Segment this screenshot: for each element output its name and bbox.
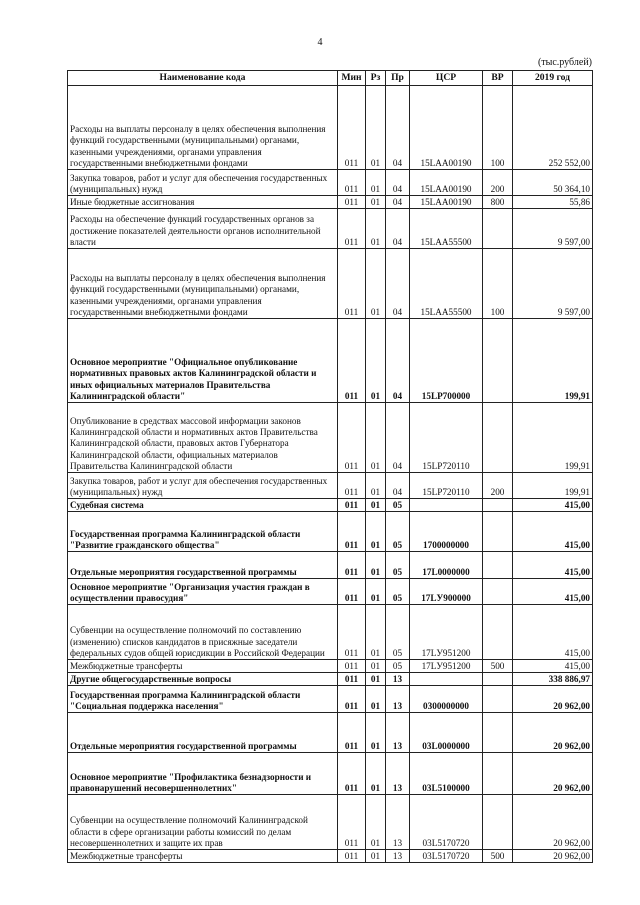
row-amount: 9 597,00 [513, 209, 593, 249]
row-vr: 200 [483, 473, 513, 499]
row-csr: 0300000000 [410, 686, 483, 713]
table-row [68, 170, 593, 196]
row-csr: 15LP700000 [410, 319, 483, 403]
row-vr: 100 [483, 86, 513, 170]
row-vr [483, 512, 513, 552]
row-name: Иные бюджетные ассигнования [68, 196, 338, 209]
table-row [68, 753, 593, 795]
row-amount: 20 962,00 [513, 713, 593, 753]
row-min: 011 [338, 753, 366, 795]
table-row [68, 473, 593, 499]
row-csr: 15LP720110 [410, 473, 483, 499]
row-min: 011 [338, 196, 366, 209]
row-amount: 415,00 [513, 512, 593, 552]
row-csr: 15LAA55500 [410, 249, 483, 319]
row-pr: 05 [386, 605, 410, 660]
row-amount: 415,00 [513, 605, 593, 660]
row-amount: 415,00 [513, 660, 593, 673]
row-min: 011 [338, 795, 366, 850]
row-csr [410, 499, 483, 512]
row-rz: 01 [366, 686, 386, 713]
row-csr: 15LP720110 [410, 403, 483, 473]
row-csr: 15LAA55500 [410, 209, 483, 249]
row-rz: 01 [366, 795, 386, 850]
row-min: 011 [338, 512, 366, 552]
row-min: 011 [338, 713, 366, 753]
table-row [68, 795, 593, 850]
row-csr [410, 673, 483, 686]
row-min: 011 [338, 673, 366, 686]
table-row [68, 249, 593, 319]
row-name: Основное мероприятие "Организация участия граждан в осуществлении правосудия" [68, 579, 338, 605]
row-vr: 500 [483, 660, 513, 673]
row-amount: 199,91 [513, 473, 593, 499]
row-amount: 415,00 [513, 499, 593, 512]
header-name: Наименование кода [68, 71, 338, 86]
row-rz: 01 [366, 319, 386, 403]
row-rz: 01 [366, 850, 386, 863]
row-amount: 338 886,97 [513, 673, 593, 686]
row-pr: 13 [386, 850, 410, 863]
row-rz: 01 [366, 552, 386, 579]
row-csr: 15LAA00190 [410, 196, 483, 209]
row-rz: 01 [366, 605, 386, 660]
row-vr [483, 605, 513, 660]
row-rz: 01 [366, 673, 386, 686]
row-vr [483, 713, 513, 753]
row-csr: 03L0000000 [410, 713, 483, 753]
table-row [68, 579, 593, 605]
row-amount: 9 597,00 [513, 249, 593, 319]
row-min: 011 [338, 403, 366, 473]
row-csr: 15LAA00190 [410, 170, 483, 196]
row-amount: 20 962,00 [513, 850, 593, 863]
row-vr: 100 [483, 249, 513, 319]
budget-table [67, 70, 593, 863]
row-min: 011 [338, 850, 366, 863]
row-vr [483, 319, 513, 403]
row-vr [483, 209, 513, 249]
table-row [68, 686, 593, 713]
row-pr: 04 [386, 170, 410, 196]
row-min: 011 [338, 319, 366, 403]
row-name: Отдельные мероприятия государственной программы [68, 552, 338, 579]
table-row [68, 713, 593, 753]
row-pr: 05 [386, 499, 410, 512]
row-pr: 04 [386, 196, 410, 209]
row-pr: 13 [386, 753, 410, 795]
units-label: (тыс.рублей) [537, 57, 592, 68]
row-pr: 05 [386, 552, 410, 579]
table-row [68, 499, 593, 512]
row-vr [483, 795, 513, 850]
row-csr: 1700000000 [410, 512, 483, 552]
row-rz: 01 [366, 579, 386, 605]
row-csr: 17LУ951200 [410, 660, 483, 673]
row-pr: 13 [386, 686, 410, 713]
table-row [68, 403, 593, 473]
row-csr: 03L5170720 [410, 795, 483, 850]
row-rz: 01 [366, 473, 386, 499]
row-pr: 13 [386, 673, 410, 686]
row-vr [483, 552, 513, 579]
row-amount: 252 552,00 [513, 86, 593, 170]
row-name: Отдельные мероприятия государственной программы [68, 713, 338, 753]
row-amount: 199,91 [513, 403, 593, 473]
table-row [68, 196, 593, 209]
row-pr: 05 [386, 660, 410, 673]
row-amount: 50 364,10 [513, 170, 593, 196]
row-csr: 17LУ951200 [410, 605, 483, 660]
row-min: 011 [338, 605, 366, 660]
row-name: Другие общегосударственные вопросы [68, 673, 338, 686]
row-name: Закупка товаров, работ и услуг для обеспечения государственных (муниципальных) нужд [68, 170, 338, 196]
row-min: 011 [338, 86, 366, 170]
page-number: 4 [317, 37, 323, 48]
table-row [68, 660, 593, 673]
row-vr [483, 673, 513, 686]
row-pr: 04 [386, 403, 410, 473]
row-name: Государственная программа Калининградской области "Развитие гражданского общества" [68, 512, 338, 552]
row-pr: 04 [386, 249, 410, 319]
row-vr [483, 499, 513, 512]
row-csr: 03L5100000 [410, 753, 483, 795]
table-header-row [68, 71, 593, 86]
row-rz: 01 [366, 403, 386, 473]
row-min: 011 [338, 209, 366, 249]
row-vr [483, 403, 513, 473]
row-min: 011 [338, 579, 366, 605]
table-row [68, 850, 593, 863]
row-min: 011 [338, 249, 366, 319]
row-amount: 415,00 [513, 579, 593, 605]
row-name: Закупка товаров, работ и услуг для обеспечения государственных (муниципальных) нужд [68, 473, 338, 499]
table-row [68, 512, 593, 552]
row-vr: 500 [483, 850, 513, 863]
header-amount: 2019 год [513, 71, 593, 86]
header-pr: Пр [386, 71, 410, 86]
row-pr: 04 [386, 209, 410, 249]
header-vr: ВР [483, 71, 513, 86]
header-csr: ЦСР [410, 71, 483, 86]
row-name: Основное мероприятие "Официальное опубликование нормативных правовых актов Калининградской области и иных официальных материалов Правительства Калининградской области" [68, 319, 338, 403]
row-rz: 01 [366, 713, 386, 753]
table-row [68, 673, 593, 686]
header-min: Мин [338, 71, 366, 86]
row-amount: 20 962,00 [513, 753, 593, 795]
row-min: 011 [338, 552, 366, 579]
row-amount: 199,91 [513, 319, 593, 403]
row-name: Основное мероприятие "Профилактика безнадзорности и правонарушений несовершеннолетних" [68, 753, 338, 795]
table-row [68, 209, 593, 249]
row-pr: 13 [386, 795, 410, 850]
row-vr: 200 [483, 170, 513, 196]
row-vr [483, 686, 513, 713]
row-name: Расходы на выплаты персоналу в целях обеспечения выполнения функций государственными (муниципальными) органами, казенными учреждениями, органами управления государственными внебюджетными фондами [68, 249, 338, 319]
row-name: Субвенции на осуществление полномочий по составлению (изменению) списков кандидатов в присяжные заседатели федеральных судов общей юрисдикции в Российской Федерации [68, 605, 338, 660]
row-vr: 800 [483, 196, 513, 209]
row-name: Расходы на обеспечение функций государственных органов за достижение показателей деятельности органов исполнительной власти [68, 209, 338, 249]
row-rz: 01 [366, 660, 386, 673]
row-min: 011 [338, 473, 366, 499]
row-name: Судебная система [68, 499, 338, 512]
header-rz: Рз [366, 71, 386, 86]
row-min: 011 [338, 499, 366, 512]
row-pr: 04 [386, 86, 410, 170]
row-name: Опубликование в средствах массовой информации законов Калининградской области и нормативных актов Правительства Калининградской области, правовых актов Губернатора Калининградской области, официальных материалов Правительства Калининградской области [68, 403, 338, 473]
row-pr: 04 [386, 319, 410, 403]
row-name: Субвенции на осуществление полномочий Калининградской области в сфере организации работы комиссий по делам несовершеннолетних и защите их прав [68, 795, 338, 850]
table-row [68, 552, 593, 579]
row-rz: 01 [366, 196, 386, 209]
row-min: 011 [338, 660, 366, 673]
table-row [68, 86, 593, 170]
row-pr: 13 [386, 713, 410, 753]
row-rz: 01 [366, 512, 386, 552]
row-name: Межбюджетные трансферты [68, 850, 338, 863]
row-name: Межбюджетные трансферты [68, 660, 338, 673]
row-amount: 55,86 [513, 196, 593, 209]
row-csr: 15LAA00190 [410, 86, 483, 170]
row-csr: 17LУ900000 [410, 579, 483, 605]
row-rz: 01 [366, 170, 386, 196]
row-vr [483, 579, 513, 605]
row-csr: 03L5170720 [410, 850, 483, 863]
row-amount: 20 962,00 [513, 795, 593, 850]
row-pr: 04 [386, 473, 410, 499]
row-pr: 05 [386, 512, 410, 552]
row-rz: 01 [366, 499, 386, 512]
row-name: Государственная программа Калининградской области "Социальная поддержка населения" [68, 686, 338, 713]
row-csr: 17L0000000 [410, 552, 483, 579]
row-rz: 01 [366, 249, 386, 319]
row-vr [483, 753, 513, 795]
row-rz: 01 [366, 753, 386, 795]
row-min: 011 [338, 170, 366, 196]
row-min: 011 [338, 686, 366, 713]
row-name: Расходы на выплаты персоналу в целях обеспечения выполнения функций государственными (муниципальными) органами, казенными учреждениями, органами управления государственными внебюджетными фондами [68, 86, 338, 170]
row-pr: 05 [386, 579, 410, 605]
row-rz: 01 [366, 86, 386, 170]
row-rz: 01 [366, 209, 386, 249]
table-row [68, 319, 593, 403]
table-row [68, 605, 593, 660]
row-amount: 20 962,00 [513, 686, 593, 713]
row-amount: 415,00 [513, 552, 593, 579]
